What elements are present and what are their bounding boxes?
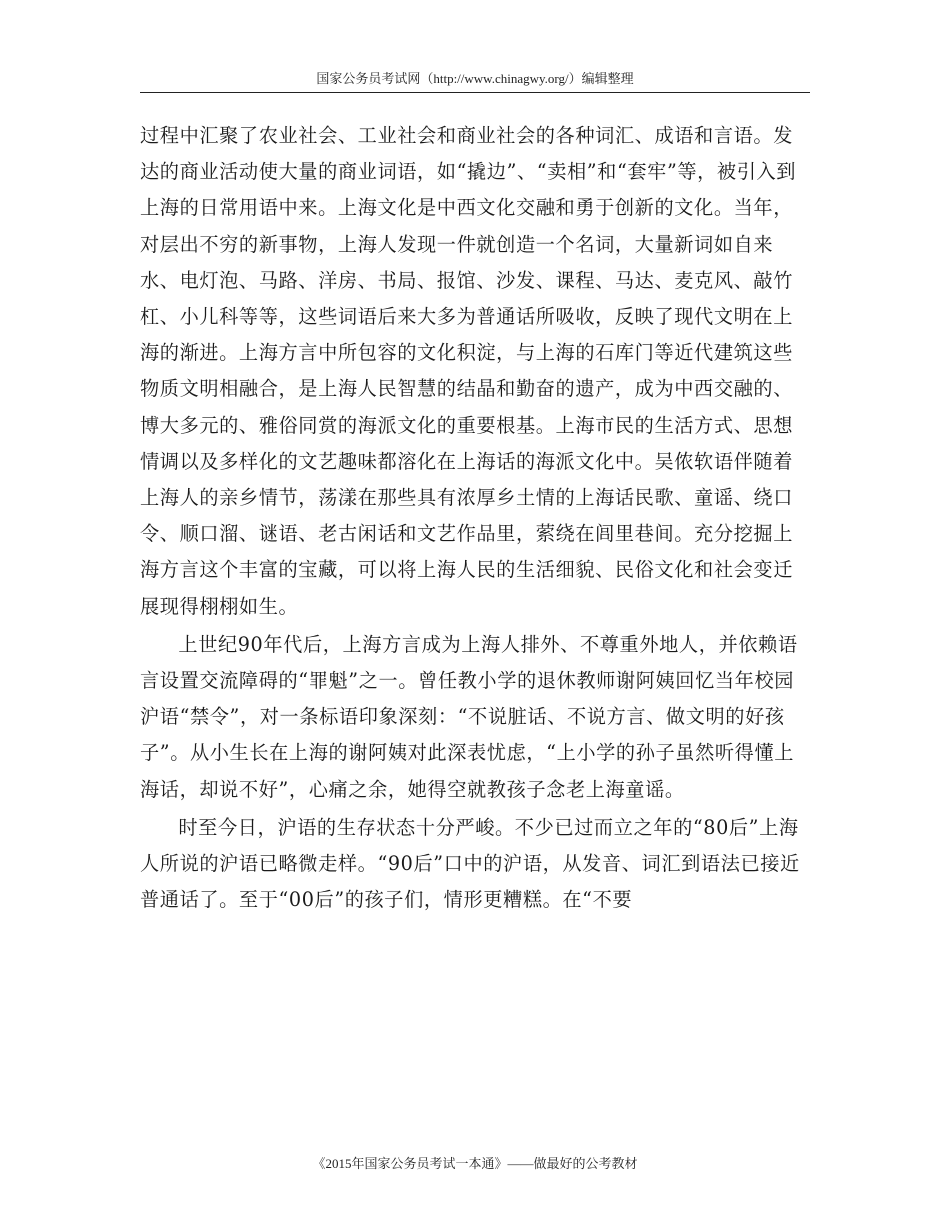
paragraph-3: 时至今日，沪语的生存状态十分严峻。不少已过而立之年的“80后”上海人所说的沪语已略微走样。“90后”口中的沪语，从发音、词汇到语法已接近普通话了。至于“00后”的孩子们，情形更糟糕。在“不要 [140, 815, 800, 912]
page-header: 国家公务员考试网（http://www.chinagwy.org/）编辑整理 [316, 71, 634, 86]
paragraph-2: 上世纪90年代后，上海方言成为上海人排外、不尊重外地人，并依赖语言设置交流障碍的“罪魁”之一。曾任教小学的退休教师谢阿姨回忆当年校园沪语“禁令”，对一条标语印象深刻：“不说脏话、不说方言、做文明的好孩子”。从小生长在上海的谢阿姨对此深表忧虑，“上小学的孙子虽然听得懂上海话，却说不好”，心痛之余，她得空就教孩子念老上海童谣。 [140, 632, 798, 801]
document-body [140, 118, 810, 920]
paragraph-1: 过程中汇聚了农业社会、工业社会和商业社会的各种词汇、成语和言语。发达的商业活动使大量的商业词语，如“撬边”、“卖相”和“套牢”等，被引入到上海的日常用语中来。上海文化是中西文化交融和勇于创新的文化。当年，对层出不穷的新事物，上海人发现一件就创造一个名词，大量新词如自来水、电灯泡、马路、洋房、书局、报馆、沙发、课程、马达、麦克风、敲竹杠、小儿科等等，这些词语后来大多为普通话所吸收，反映了现代文明在上海的渐进。上海方言中所包容的文化积淀，与上海的石库门等近代建筑这些物质文明相融合，是上海人民智慧的结晶和勤奋的遗产，成为中西交融的、博大多元的、雅俗同赏的海派文化的重要根基。上海市民的生活方式、思想情调以及多样化的文艺趣味都溶化在上海话的海派文化中。吴侬软语伴随着上海人的亲乡情节，荡漾在那些具有浓厚乡土情的上海话民歌、童谣、绕口令、顺口溜、谜语、老古闲话和文艺作品里，萦绕在闾里巷间。充分挖掘上海方言这个丰富的宝藏，可以将上海人民的生活细貌、民俗文化和社会变迁展现得栩栩如生。 [140, 124, 797, 618]
header-divider [140, 92, 810, 93]
page-footer: 《2015年国家公务员考试一本通》——做最好的公考教材 [312, 1156, 638, 1171]
